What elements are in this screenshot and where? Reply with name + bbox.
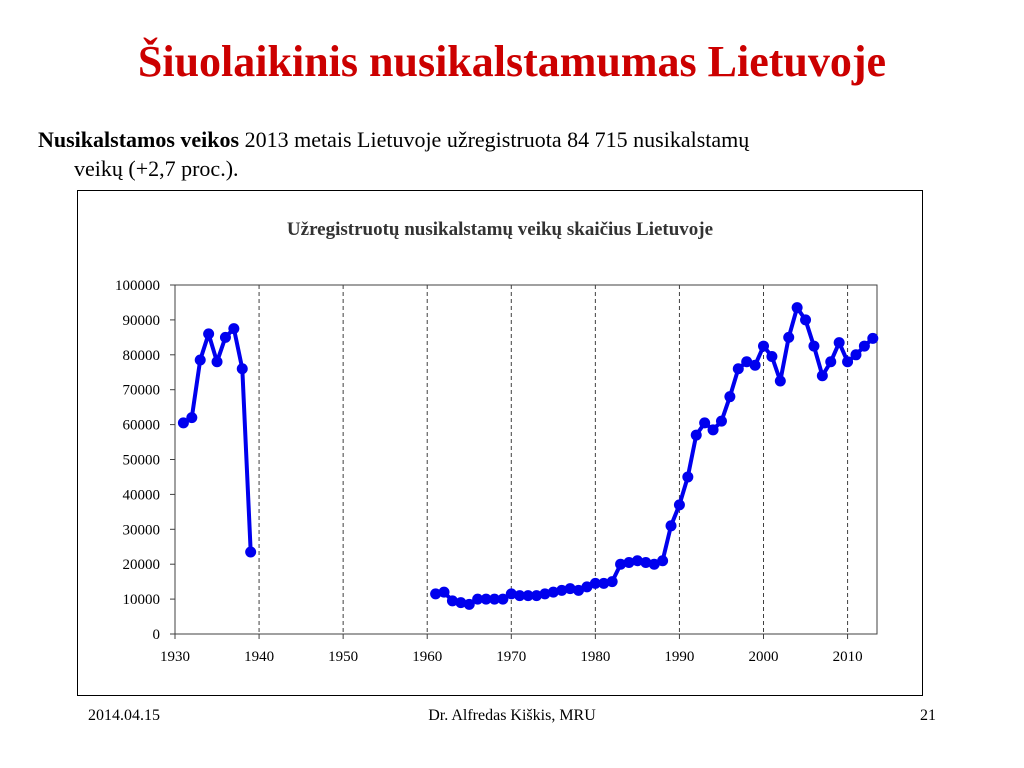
x-tick-label-1970: 1970 xyxy=(496,649,527,665)
data-point-2002 xyxy=(775,375,786,386)
data-point-2008 xyxy=(825,356,836,367)
y-tick-label-100000: 100000 xyxy=(115,278,160,294)
data-point-1997 xyxy=(733,363,744,374)
data-point-2007 xyxy=(817,370,828,381)
footer-page-number: 21 xyxy=(920,707,936,724)
x-tick-label-1960: 1960 xyxy=(412,649,443,665)
y-tick-label-10000: 10000 xyxy=(122,592,160,609)
data-point-2006 xyxy=(808,341,819,352)
y-tick-label-80000: 80000 xyxy=(122,347,160,364)
body-line-2: veikų (+2,7 proc.). xyxy=(74,156,239,181)
x-tick-label-1950: 1950 xyxy=(328,649,359,665)
data-point-1996 xyxy=(724,391,735,402)
footer-author: Dr. Alfredas Kiškis, MRU xyxy=(428,707,596,724)
x-tick-label-1980: 1980 xyxy=(580,649,611,665)
data-point-1935 xyxy=(212,356,223,367)
slide-body-text xyxy=(38,125,978,183)
x-tick-label-1940: 1940 xyxy=(244,649,275,665)
data-point-1962 xyxy=(439,587,450,598)
data-point-1988 xyxy=(657,555,668,566)
data-point-2012 xyxy=(859,341,870,352)
y-tick-label-40000: 40000 xyxy=(122,487,160,504)
x-tick-label-1930: 1930 xyxy=(160,649,190,665)
data-point-2013 xyxy=(867,333,878,344)
data-point-1995 xyxy=(716,416,727,427)
footer-date: 2014.04.15 xyxy=(88,707,160,724)
series-layer xyxy=(178,302,878,610)
y-tick-label-0: 0 xyxy=(152,627,160,643)
data-point-1937 xyxy=(228,323,239,334)
data-point-1932 xyxy=(186,412,197,423)
x-tick-label-2010: 2010 xyxy=(832,649,863,665)
data-point-2010 xyxy=(842,356,853,367)
chart-container xyxy=(77,190,923,696)
y-tick-label-30000: 30000 xyxy=(122,522,160,539)
grid-lines xyxy=(259,285,848,634)
data-point-1990 xyxy=(674,499,685,510)
body-line-1-rest: 2013 metais Lietuvoje užregistruota 84 715 nusikalstamų xyxy=(239,127,750,152)
body-bold-term: Nusikalstamos veikos xyxy=(38,127,240,152)
x-tick-label-2000: 2000 xyxy=(748,649,779,665)
data-point-1936 xyxy=(220,332,231,343)
data-point-2011 xyxy=(850,349,861,360)
y-tick-label-20000: 20000 xyxy=(122,557,160,574)
data-point-2000 xyxy=(758,341,769,352)
x-tick-label-1990: 1990 xyxy=(664,649,695,665)
plot-frame xyxy=(175,285,877,634)
y-tick-label-90000: 90000 xyxy=(122,312,160,329)
body-line-1 xyxy=(38,125,978,154)
data-point-1991 xyxy=(682,471,693,482)
data-point-2001 xyxy=(766,351,777,362)
crime-line-chart xyxy=(78,191,922,695)
data-point-2004 xyxy=(792,302,803,313)
data-point-1933 xyxy=(195,355,206,366)
data-point-1994 xyxy=(708,424,719,435)
data-point-1999 xyxy=(750,360,761,371)
y-tick-label-50000: 50000 xyxy=(122,452,160,469)
data-point-1982 xyxy=(607,576,618,587)
data-point-1934 xyxy=(203,328,214,339)
data-point-1992 xyxy=(691,430,702,441)
chart-title: Užregistruotų nusikalstamų veikų skaičius Lietuvoje xyxy=(286,219,714,240)
data-point-1939 xyxy=(245,546,256,557)
data-point-2005 xyxy=(800,314,811,325)
data-point-1938 xyxy=(237,363,248,374)
data-point-2009 xyxy=(834,337,845,348)
y-tick-label-70000: 70000 xyxy=(122,382,160,399)
slide-title: Šiuolaikinis nusikalstamumas Lietuvoje xyxy=(137,37,887,86)
data-point-2003 xyxy=(783,332,794,343)
data-point-1993 xyxy=(699,417,710,428)
y-tick-label-60000: 60000 xyxy=(122,417,160,434)
data-point-1989 xyxy=(666,520,677,531)
